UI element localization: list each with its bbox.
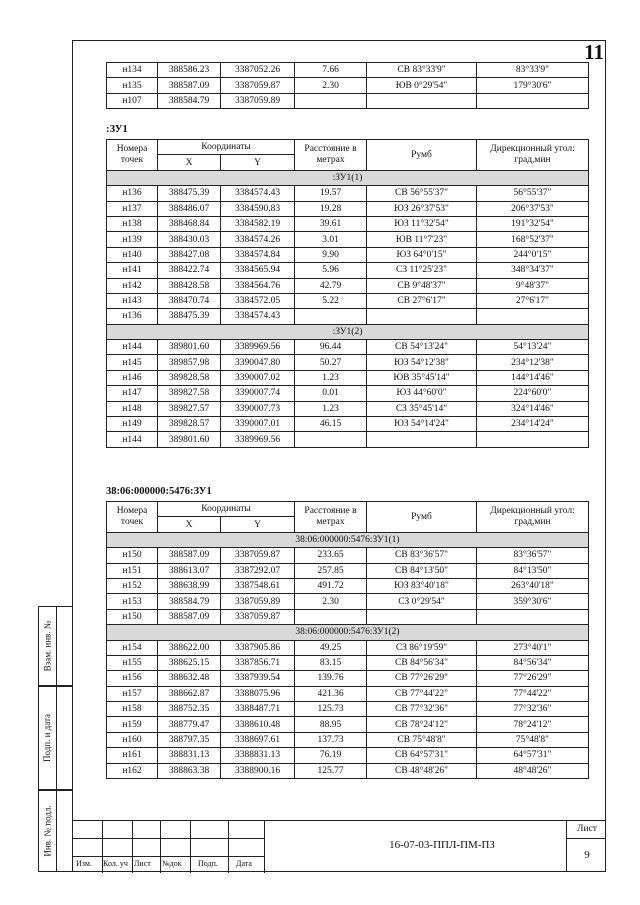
section-name: 38:06:000000:5476:ЗУ1(1) <box>107 532 589 547</box>
direction-angle: 273°40'1" <box>477 640 589 655</box>
tb-data: Дата <box>236 859 252 868</box>
coord-x: 388662.87 <box>158 686 221 701</box>
coord-y: 3387939.54 <box>221 671 295 686</box>
distance: 257.85 <box>295 563 367 578</box>
table-row <box>107 278 589 293</box>
tb-podp: Подп. <box>198 859 218 868</box>
distance: 7.66 <box>295 63 367 78</box>
side-label-inv: Инв. № подл. <box>42 805 53 857</box>
side-stamp-podp <box>38 686 72 790</box>
point-id: н145 <box>107 355 158 370</box>
coord-y: 3388697.61 <box>221 732 295 747</box>
table-row <box>107 594 589 609</box>
table-row <box>107 93 589 108</box>
table1-title: :ЗУ1 <box>106 124 128 135</box>
section-name: 38:06:000000:5476:ЗУ1(2) <box>107 625 589 640</box>
coord-x: 388486.07 <box>158 201 221 216</box>
direction-angle: 84°13'50" <box>477 563 589 578</box>
distance: 9.90 <box>295 247 367 262</box>
table-row <box>107 355 589 370</box>
rumb: ЮЗ 44°60'0" <box>367 386 477 401</box>
coord-x: 388797.35 <box>158 732 221 747</box>
table-row <box>107 293 589 308</box>
direction-angle: 348°34'37" <box>477 263 589 278</box>
coord-y: 3387059.87 <box>221 78 295 93</box>
point-id: н161 <box>107 748 158 763</box>
direction-angle: 77°44'22" <box>477 686 589 701</box>
table-row <box>107 578 589 593</box>
table-row <box>107 548 589 563</box>
table-row <box>107 263 589 278</box>
table-row <box>107 763 589 778</box>
table-row <box>107 370 589 385</box>
rumb: СВ 48°48'26" <box>367 763 477 778</box>
point-id: н155 <box>107 655 158 670</box>
coord-y: 3387059.89 <box>221 93 295 108</box>
point-id: н158 <box>107 702 158 717</box>
distance: 88.95 <box>295 717 367 732</box>
coord-y: 3384572.05 <box>221 293 295 308</box>
section-row <box>107 324 589 339</box>
table-row <box>107 78 589 93</box>
distance <box>295 609 367 624</box>
coord-y: 3388900.16 <box>221 763 295 778</box>
point-id: н144 <box>107 340 158 355</box>
table-row <box>107 671 589 686</box>
coord-x: 388625.15 <box>158 655 221 670</box>
point-id: н141 <box>107 263 158 278</box>
table-row <box>107 417 589 432</box>
point-id: н149 <box>107 417 158 432</box>
coord-x: 388428.58 <box>158 278 221 293</box>
table-row <box>107 340 589 355</box>
coord-x: 388475.39 <box>158 186 221 201</box>
distance: 50.27 <box>295 355 367 370</box>
point-id: н135 <box>107 78 158 93</box>
rumb: СВ 27°6'17" <box>367 293 477 308</box>
coord-y: 3390007.73 <box>221 401 295 416</box>
coord-x: 388638.99 <box>158 578 221 593</box>
distance: 139.76 <box>295 671 367 686</box>
section-row <box>107 532 589 547</box>
distance: 5.96 <box>295 263 367 278</box>
point-id: н150 <box>107 548 158 563</box>
tb-list: Лист <box>134 859 151 868</box>
coordinates-table-1 <box>106 139 589 448</box>
direction-angle <box>477 93 589 108</box>
distance: 42.79 <box>295 278 367 293</box>
coord-x: 388831.13 <box>158 748 221 763</box>
point-id: н152 <box>107 578 158 593</box>
rumb: СЗ 35°45'14" <box>367 401 477 416</box>
direction-angle: 263°40'18" <box>477 578 589 593</box>
coord-y: 3384574.84 <box>221 247 295 262</box>
distance: 19.28 <box>295 201 367 216</box>
point-id: н157 <box>107 686 158 701</box>
coord-y: 3389969.56 <box>221 432 295 447</box>
coord-x: 388475.39 <box>158 309 221 324</box>
rumb: ЮЗ 83°40'18" <box>367 578 477 593</box>
header-coords: Координаты <box>158 140 295 155</box>
table-row <box>107 563 589 578</box>
distance <box>295 93 367 108</box>
direction-angle: 191°32'54" <box>477 216 589 231</box>
coord-y: 3388487.71 <box>221 702 295 717</box>
coord-x: 388752.35 <box>158 702 221 717</box>
point-id: н160 <box>107 732 158 747</box>
point-id: н154 <box>107 640 158 655</box>
rumb: СВ 77°44'22" <box>367 686 477 701</box>
point-id: н148 <box>107 401 158 416</box>
rumb: ЮВ 0°29'54" <box>367 78 477 93</box>
rumb: СВ 77°32'36" <box>367 702 477 717</box>
rumb: СВ 83°33'9" <box>367 63 477 78</box>
coord-x: 388632.48 <box>158 671 221 686</box>
rumb: СВ 56°55'37" <box>367 186 477 201</box>
section-row <box>107 170 589 185</box>
header-points: Номера точек <box>107 140 158 171</box>
coord-y: 3388610.48 <box>221 717 295 732</box>
carry-over-table <box>106 62 589 109</box>
coord-x: 388779.47 <box>158 717 221 732</box>
header-x: X <box>158 517 221 532</box>
table-row <box>107 732 589 747</box>
rumb: СЗ 86°19'59" <box>367 640 477 655</box>
coord-y: 3388831.13 <box>221 748 295 763</box>
coord-x: 389827.57 <box>158 401 221 416</box>
distance: 233.65 <box>295 548 367 563</box>
table2-title: 38:06:000000:5476:ЗУ1 <box>106 486 212 497</box>
coord-y: 3387548.61 <box>221 578 295 593</box>
distance: 0.01 <box>295 386 367 401</box>
sheet-number: 9 <box>584 849 590 861</box>
direction-angle: 83°33'9" <box>477 63 589 78</box>
distance <box>295 432 367 447</box>
header-coords: Координаты <box>158 502 295 517</box>
table-row <box>107 201 589 216</box>
direction-angle: 83°36'57" <box>477 548 589 563</box>
coord-x: 389801.60 <box>158 432 221 447</box>
direction-angle: 234°14'24" <box>477 417 589 432</box>
coord-x: 388468.84 <box>158 216 221 231</box>
coord-x: 388422.74 <box>158 263 221 278</box>
point-id: н156 <box>107 671 158 686</box>
direction-angle: 77°32'36" <box>477 702 589 717</box>
rumb: ЮЗ 54°12'38" <box>367 355 477 370</box>
coord-x: 388622.00 <box>158 640 221 655</box>
table-row <box>107 640 589 655</box>
point-id: н162 <box>107 763 158 778</box>
distance: 76.19 <box>295 748 367 763</box>
distance: 5.22 <box>295 293 367 308</box>
table-row <box>107 609 589 624</box>
section-row <box>107 625 589 640</box>
side-stamp-inv <box>38 790 72 872</box>
rumb: ЮВ 35°45'14" <box>367 370 477 385</box>
coord-x: 388587.09 <box>158 78 221 93</box>
coord-x: 388586.23 <box>158 63 221 78</box>
point-id: н150 <box>107 609 158 624</box>
coord-y: 3384565.94 <box>221 263 295 278</box>
coordinates-table-2 <box>106 501 589 779</box>
coord-y: 3387059.87 <box>221 548 295 563</box>
coord-y: 3387856.71 <box>221 655 295 670</box>
table-row <box>107 386 589 401</box>
header-distance: Расстояние в метрах <box>295 140 367 171</box>
coord-y: 3384582.19 <box>221 216 295 231</box>
distance: 19.57 <box>295 186 367 201</box>
point-id: н144 <box>107 432 158 447</box>
tb-kol: Кол. уч <box>103 859 128 868</box>
coord-x: 388587.09 <box>158 548 221 563</box>
coord-y: 3390007.01 <box>221 417 295 432</box>
rumb: СВ 64°57'31" <box>367 748 477 763</box>
coord-x: 388470.74 <box>158 293 221 308</box>
point-id: н137 <box>107 201 158 216</box>
point-id: н136 <box>107 186 158 201</box>
coord-y: 3390007.02 <box>221 370 295 385</box>
direction-angle: 64°57'31" <box>477 748 589 763</box>
rumb: СВ 84°56'34" <box>367 655 477 670</box>
point-id: н143 <box>107 293 158 308</box>
rumb <box>367 609 477 624</box>
coord-x: 388863.38 <box>158 763 221 778</box>
side-label-podp: Подп. и дата <box>42 713 53 763</box>
direction-angle: 27°6'17" <box>477 293 589 308</box>
coord-y: 3388075.96 <box>221 686 295 701</box>
table-row <box>107 702 589 717</box>
distance: 3.01 <box>295 232 367 247</box>
distance: 49.25 <box>295 640 367 655</box>
header-rumb: Румб <box>367 140 477 171</box>
coord-y: 3384574.43 <box>221 186 295 201</box>
header-points: Номера точек <box>107 502 158 533</box>
direction-angle: 144°14'46" <box>477 370 589 385</box>
table-row <box>107 717 589 732</box>
table-row <box>107 216 589 231</box>
direction-angle: 48°48'26" <box>477 763 589 778</box>
rumb: СВ 75°48'8" <box>367 732 477 747</box>
table-row <box>107 686 589 701</box>
point-id: н107 <box>107 93 158 108</box>
rumb: СВ 84°13'50" <box>367 563 477 578</box>
rumb <box>367 432 477 447</box>
coord-y: 3390007.74 <box>221 386 295 401</box>
coord-y: 3384574.43 <box>221 309 295 324</box>
point-id: н136 <box>107 309 158 324</box>
distance: 125.77 <box>295 763 367 778</box>
point-id: н140 <box>107 247 158 262</box>
table-row <box>107 432 589 447</box>
rumb: СВ 78°24'12" <box>367 717 477 732</box>
distance: 96.44 <box>295 340 367 355</box>
coord-x: 389828.57 <box>158 417 221 432</box>
distance: 491.72 <box>295 578 367 593</box>
point-id: н159 <box>107 717 158 732</box>
point-id: н138 <box>107 216 158 231</box>
tb-izm: Изм. <box>76 859 92 868</box>
header-y: Y <box>221 517 295 532</box>
direction-angle: 244°0'15" <box>477 247 589 262</box>
direction-angle <box>477 309 589 324</box>
direction-angle: 324°14'46" <box>477 401 589 416</box>
table-row <box>107 309 589 324</box>
direction-angle: 168°52'37" <box>477 232 589 247</box>
section-name: :ЗУ1(2) <box>107 324 589 339</box>
coord-y: 3387059.89 <box>221 594 295 609</box>
rumb: ЮЗ 11°32'54" <box>367 216 477 231</box>
table-row <box>107 748 589 763</box>
direction-angle: 206°37'53" <box>477 201 589 216</box>
point-id: н139 <box>107 232 158 247</box>
distance <box>295 309 367 324</box>
coord-y: 3387059.87 <box>221 609 295 624</box>
coord-x: 389827.58 <box>158 386 221 401</box>
header-distance: Расстояние в метрах <box>295 502 367 533</box>
point-id: н153 <box>107 594 158 609</box>
table-row <box>107 186 589 201</box>
header-x: X <box>158 155 221 170</box>
header-rumb: Румб <box>367 502 477 533</box>
direction-angle: 78°24'12" <box>477 717 589 732</box>
direction-angle: 56°55'37" <box>477 186 589 201</box>
coord-x: 388584.79 <box>158 93 221 108</box>
rumb: СВ 54°13'24" <box>367 340 477 355</box>
rumb: СЗ 0°29'54" <box>367 594 477 609</box>
distance: 1.23 <box>295 370 367 385</box>
rumb <box>367 93 477 108</box>
table-row <box>107 655 589 670</box>
table-row <box>107 401 589 416</box>
rumb <box>367 309 477 324</box>
coord-y: 3384590.83 <box>221 201 295 216</box>
rumb: ЮЗ 54°14'24" <box>367 417 477 432</box>
header-angle: Дирекционный угол: град,мин <box>477 502 589 533</box>
tb-ndok: №док <box>162 859 182 868</box>
direction-angle: 84°56'34" <box>477 655 589 670</box>
coord-y: 3384564.76 <box>221 278 295 293</box>
direction-angle: 234°12'38" <box>477 355 589 370</box>
distance: 39.61 <box>295 216 367 231</box>
coord-x: 389801.60 <box>158 340 221 355</box>
coord-y: 3387905.86 <box>221 640 295 655</box>
direction-angle: 9°48'37" <box>477 278 589 293</box>
distance: 1.23 <box>295 401 367 416</box>
table-row <box>107 232 589 247</box>
coord-x: 388587.09 <box>158 609 221 624</box>
header-y: Y <box>221 155 295 170</box>
coord-y: 3387052.26 <box>221 63 295 78</box>
header-angle: Дирекционный угол: град,мин <box>477 140 589 171</box>
side-label-vzam: Взам. инв. № <box>42 620 53 672</box>
distance: 83.15 <box>295 655 367 670</box>
coord-y: 3384574.26 <box>221 232 295 247</box>
rumb: СЗ 11°25'23" <box>367 263 477 278</box>
distance: 2.30 <box>295 78 367 93</box>
table-row <box>107 63 589 78</box>
coord-x: 388613.07 <box>158 563 221 578</box>
side-stamp-vzam <box>38 606 72 686</box>
point-id: н147 <box>107 386 158 401</box>
rumb: СВ 9°48'37" <box>367 278 477 293</box>
sheet-label: Лист <box>577 824 597 834</box>
point-id: н146 <box>107 370 158 385</box>
distance: 421.36 <box>295 686 367 701</box>
corner-page-number: 11 <box>584 40 604 64</box>
point-id: н142 <box>107 278 158 293</box>
direction-angle: 359°30'6" <box>477 594 589 609</box>
direction-angle <box>477 432 589 447</box>
coord-x: 388584.79 <box>158 594 221 609</box>
point-id: н151 <box>107 563 158 578</box>
distance: 2.30 <box>295 594 367 609</box>
rumb: ЮВ 11°7'23" <box>367 232 477 247</box>
direction-angle: 179°30'6" <box>477 78 589 93</box>
point-id: н134 <box>107 63 158 78</box>
coord-x: 389857.98 <box>158 355 221 370</box>
coord-y: 3390047.80 <box>221 355 295 370</box>
rumb: СВ 77°26'29" <box>367 671 477 686</box>
rumb: ЮЗ 64°0'15" <box>367 247 477 262</box>
coord-x: 388427.08 <box>158 247 221 262</box>
rumb: СВ 83°36'57" <box>367 548 477 563</box>
direction-angle: 77°26'29" <box>477 671 589 686</box>
direction-angle <box>477 609 589 624</box>
coord-x: 389828.58 <box>158 370 221 385</box>
distance: 125.73 <box>295 702 367 717</box>
distance: 137.73 <box>295 732 367 747</box>
table-row <box>107 247 589 262</box>
section-name: :ЗУ1(1) <box>107 170 589 185</box>
coord-y: 3387292.07 <box>221 563 295 578</box>
rumb: ЮЗ 26°37'53" <box>367 201 477 216</box>
direction-angle: 54°13'24" <box>477 340 589 355</box>
title-block <box>72 820 606 872</box>
document-code: 16-07-03-ППЛ-ПМ-ПЗ <box>389 839 495 851</box>
direction-angle: 75°48'8" <box>477 732 589 747</box>
coord-y: 3389969.56 <box>221 340 295 355</box>
direction-angle: 224°60'0" <box>477 386 589 401</box>
distance: 46.15 <box>295 417 367 432</box>
coord-x: 388430.03 <box>158 232 221 247</box>
